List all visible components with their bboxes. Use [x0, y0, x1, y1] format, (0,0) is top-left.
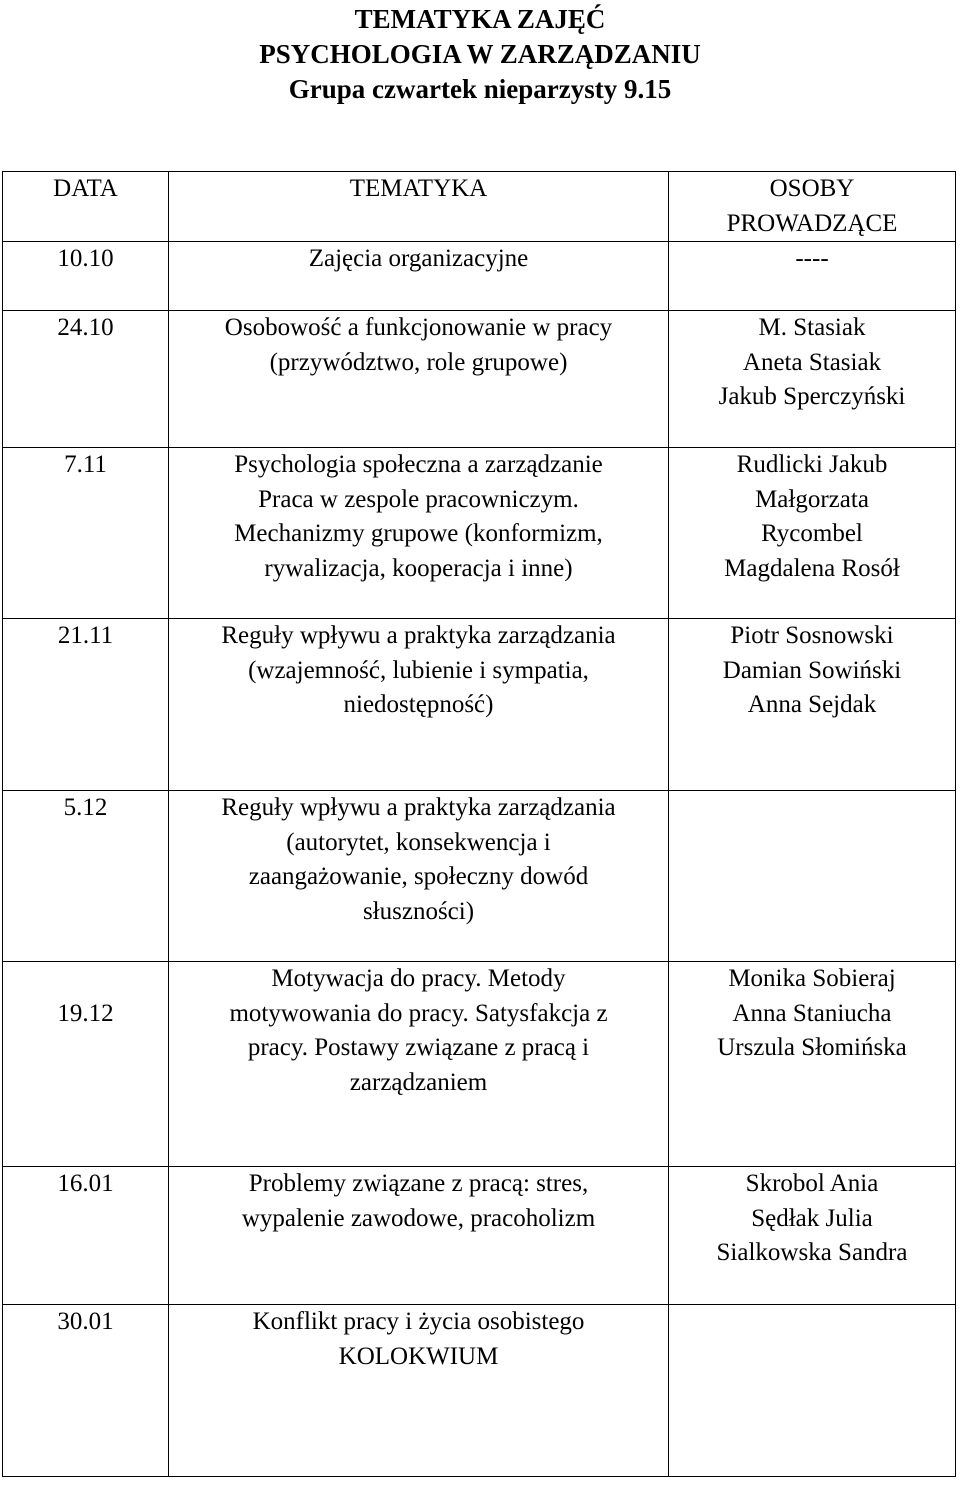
topic-line: pracy. Postawy związane z pracą i: [247, 1034, 590, 1061]
table-row: [3, 1305, 956, 1477]
topic-line: Osobowość a funkcjonowanie w pracy: [224, 314, 613, 341]
person-line: Małgorzata: [755, 485, 869, 513]
topic-line: Reguły wpływu a praktyka zarządzania: [221, 794, 616, 821]
row-persons: [669, 1167, 956, 1305]
topic-line: Zajęcia organizacyjne: [308, 245, 529, 272]
table-row: [3, 1167, 956, 1305]
date-text: 19.12: [57, 1000, 114, 1027]
person-line: Anna Staniucha: [732, 999, 892, 1027]
person-line: Magdalena Rosół: [724, 554, 900, 582]
header-date-label: DATA: [53, 175, 118, 202]
row-topic: [169, 962, 669, 1167]
row-date: [3, 448, 169, 619]
row-date: [3, 1305, 169, 1477]
topic-line: Motywacja do pracy. Metody: [271, 965, 566, 992]
table-row: [3, 448, 956, 619]
row-date: [3, 1167, 169, 1305]
person-line: Rudlicki Jakub: [736, 451, 888, 478]
row-date: [3, 791, 169, 962]
topic-line: zaangażowanie, społeczny dowód: [248, 863, 589, 890]
date-text: 16.01: [57, 1170, 114, 1197]
row-persons: [669, 1305, 956, 1477]
person-line: Urszula Słomińska: [717, 1034, 907, 1061]
title-line-1: TEMATYKA ZAJĘĆ: [354, 4, 606, 34]
table-row: [3, 311, 956, 448]
person-line: Rycombel: [761, 520, 863, 547]
person-line: Skrobol Ania: [745, 1170, 879, 1197]
row-date: [3, 619, 169, 791]
person-line: M. Stasiak: [758, 314, 866, 341]
row-topic: [169, 242, 669, 311]
header-topic: [169, 172, 669, 242]
date-text: 24.10: [57, 314, 114, 341]
table-row: [3, 242, 956, 311]
topic-line: niedostępność): [343, 691, 494, 718]
header-persons-line-2: PROWADZĄCE: [726, 209, 898, 237]
table-row: [3, 791, 956, 962]
row-topic: [169, 1305, 669, 1477]
header-topic-label: TEMATYKA: [349, 175, 488, 202]
person-line: Monika Sobieraj: [728, 965, 896, 992]
row-topic: [169, 791, 669, 962]
topic-line: wypalenie zawodowe, pracoholizm: [241, 1204, 596, 1232]
table-row: [3, 619, 956, 791]
row-topic: [169, 448, 669, 619]
row-topic: [169, 619, 669, 791]
header-persons: [669, 172, 956, 242]
date-text: 7.11: [64, 451, 107, 478]
person-line: ----: [795, 245, 829, 272]
person-line: Sialkowska Sandra: [716, 1239, 908, 1266]
topic-line: (autorytet, konsekwencja i: [286, 828, 551, 856]
title-line-3: Grupa czwartek nieparzysty 9.15: [288, 74, 672, 104]
row-topic: [169, 311, 669, 448]
table-header-row: [3, 172, 956, 242]
topic-line: motywowania do pracy. Satysfakcja z: [229, 999, 608, 1027]
row-persons: [669, 311, 956, 448]
document-title: [0, 0, 960, 107]
row-persons: [669, 242, 956, 311]
topic-line: Mechanizmy grupowe (konformizm,: [234, 520, 603, 547]
row-persons: [669, 448, 956, 619]
person-line: Piotr Sosnowski: [730, 622, 894, 649]
topic-line: Problemy związane z pracą: stres,: [248, 1170, 589, 1197]
row-date: [3, 242, 169, 311]
table-row: [3, 962, 956, 1167]
topic-line: Psychologia społeczna a zarządzanie: [234, 451, 603, 478]
date-text: 10.10: [57, 245, 114, 272]
date-text: 5.12: [63, 794, 108, 821]
title-line-2: PSYCHOLOGIA W ZARZĄDZANIU: [259, 39, 701, 69]
topic-line: zarządzaniem: [349, 1068, 488, 1096]
person-line: Anna Sejdak: [747, 691, 877, 718]
date-text: 30.01: [57, 1308, 114, 1335]
row-persons: [669, 791, 956, 962]
person-line: Sędłak Julia: [751, 1204, 873, 1232]
topic-line: Konflikt pracy i życia osobistego: [252, 1308, 585, 1335]
header-persons-line-1: OSOBY: [769, 175, 855, 202]
topic-line: rywalizacja, kooperacja i inne): [264, 554, 573, 582]
topic-line: KOLOKWIUM: [338, 1342, 499, 1370]
person-line: Aneta Stasiak: [742, 348, 882, 376]
row-date: [3, 962, 169, 1167]
row-persons: [669, 619, 956, 791]
header-date: [3, 172, 169, 242]
person-line: Damian Sowiński: [722, 656, 902, 684]
topic-line: słuszności): [362, 897, 475, 925]
row-topic: [169, 1167, 669, 1305]
date-text: 21.11: [57, 622, 114, 649]
person-line: Jakub Sperczyński: [718, 383, 906, 410]
topic-line: (wzajemność, lubienie i sympatia,: [248, 656, 589, 684]
row-date: [3, 311, 169, 448]
topic-line: Reguły wpływu a praktyka zarządzania: [221, 622, 616, 649]
topic-line: (przywództwo, role grupowe): [269, 348, 568, 376]
row-persons: [669, 962, 956, 1167]
schedule-table: [2, 171, 956, 1477]
topic-line: Praca w zespole pracowniczym.: [258, 485, 579, 513]
